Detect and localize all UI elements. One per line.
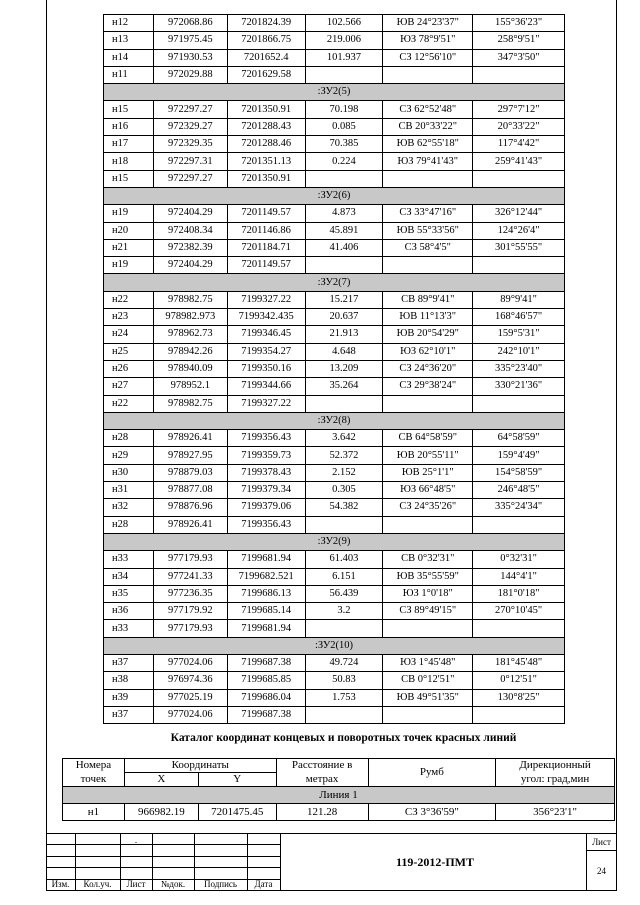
cell-x: 966982.19 [124,804,198,821]
cell-angle: 124°26'4" [473,222,565,239]
cell-y: 7199685.14 [227,603,305,620]
cell-y: 7199359.73 [227,447,305,464]
stamp-label-izm: Изм. [51,879,70,889]
cell-x: 971930.53 [153,49,227,66]
cell-angle: 154°58'59" [473,464,565,481]
stamp-dot: . [134,835,138,845]
cell-rumb: ЮВ 49°51'35" [383,689,473,706]
cell-x: 972068.86 [153,15,227,32]
section-label: :ЗУ2(10) [104,637,565,654]
cell-point: н14 [104,49,154,66]
table-row [104,15,565,32]
table-row [104,430,565,447]
cell-rumb: ЮВ 25°1'1" [383,464,473,481]
cell-point: н23 [104,309,154,326]
cell-x: 977236.35 [153,585,227,602]
cell-distance: 3.642 [305,430,383,447]
cell-x: 972329.27 [153,118,227,135]
cell-angle: 356°23'1" [496,804,615,821]
stamp-label-date: Дата [254,879,273,889]
cell-y: 7199327.22 [227,291,305,308]
cell-angle [473,516,565,533]
cell-angle [473,66,565,83]
section-label: :ЗУ2(7) [104,274,565,291]
cell-x: 976974.36 [153,672,227,689]
cell-distance [305,66,383,83]
table-row [104,482,565,499]
header-points-2: точек [63,773,125,787]
cell-angle: 335°24'34" [473,499,565,516]
cell-x: 977025.19 [153,689,227,706]
stamp-label-doc: №док. [160,879,186,889]
cell-distance: 2.152 [305,464,383,481]
cell-x: 977024.06 [153,706,227,723]
cell-angle [473,257,565,274]
cell-x: 972408.34 [153,222,227,239]
cell-point: н18 [104,153,154,170]
stamp-label-list: Лист [126,879,146,889]
cell-point: н22 [104,395,154,412]
header-angle-2: угол: град,мин [496,773,615,787]
cell-rumb: ЮВ 35°55'59" [383,568,473,585]
cell-y: 7199346.45 [227,326,305,343]
cell-y: 7199681.94 [227,620,305,637]
table-row [104,118,565,135]
header-distance: Расстояние в [276,759,368,773]
cell-y: 7199378.43 [227,464,305,481]
cell-x: 978952.1 [153,378,227,395]
cell-y: 7199685.85 [227,672,305,689]
cell-y: 7201149.57 [227,205,305,222]
cell-point: н39 [104,689,154,706]
table-row [104,360,565,377]
cell-x: 977024.06 [153,654,227,671]
table-row [104,672,565,689]
cell-angle: 159°4'49" [473,447,565,464]
cell-angle: 155°36'23" [473,15,565,32]
cell-angle: 181°0'18" [473,585,565,602]
cell-distance: 121.28 [276,804,368,821]
cell-distance: 0.305 [305,482,383,499]
cell-point: н34 [104,568,154,585]
red-lines-catalog-table [62,758,615,821]
stamp-label-kol: Кол.уч. [83,879,112,889]
section-label: :ЗУ2(9) [104,533,565,550]
cell-rumb [383,395,473,412]
cell-angle: 159°5'31" [473,326,565,343]
table-row [104,309,565,326]
cell-rumb: ЮЗ 79°41'43" [383,153,473,170]
cell-distance: 41.406 [305,239,383,256]
cell-y: 7201146.86 [227,222,305,239]
cell-angle: 0°32'31" [473,551,565,568]
cell-y: 7201350.91 [227,101,305,118]
table-row [104,620,565,637]
cell-y: 7201475.45 [198,804,276,821]
cell-distance: 50.83 [305,672,383,689]
cell-angle [473,620,565,637]
cell-angle [473,170,565,187]
cell-point: н12 [104,15,154,32]
cell-point: н29 [104,447,154,464]
cell-y: 7199686.13 [227,585,305,602]
cell-y: 7201350.91 [227,170,305,187]
cell-distance: 61.403 [305,551,383,568]
header-angle: Дирекционный [496,759,615,773]
cell-x: 972297.27 [153,101,227,118]
section-label: :ЗУ2(5) [104,84,565,101]
cell-distance: 4.648 [305,343,383,360]
cell-y: 7199354.27 [227,343,305,360]
cell-distance: 21.913 [305,326,383,343]
cell-angle: 89°9'41" [473,291,565,308]
cell-point: н27 [104,378,154,395]
stamp-label-sign: Подпись [203,879,238,889]
header-points: Номера [63,759,125,773]
cell-y: 7199327.22 [227,395,305,412]
table-row [104,395,565,412]
cell-x: 977241.33 [153,568,227,585]
cell-x: 978926.41 [153,516,227,533]
table-row [104,101,565,118]
cell-rumb: СЗ 58°4'5" [383,239,473,256]
section-header-row [104,637,565,654]
cell-point: н17 [104,136,154,153]
cell-y: 7199379.34 [227,482,305,499]
cell-point: н26 [104,360,154,377]
cell-angle: 270°10'45" [473,603,565,620]
table-row [104,291,565,308]
cell-rumb: СВ 0°32'31" [383,551,473,568]
cell-angle: 181°45'48" [473,654,565,671]
cell-angle: 130°8'25" [473,689,565,706]
cell-x: 972029.88 [153,66,227,83]
cell-rumb [383,516,473,533]
cell-rumb [383,706,473,723]
cell-x: 978877.08 [153,482,227,499]
table-row [104,689,565,706]
table-row [104,551,565,568]
cell-angle: 20°33'22" [473,118,565,135]
cell-rumb: ЮВ 24°23'37" [383,15,473,32]
table-row [104,568,565,585]
cell-x: 972297.31 [153,153,227,170]
cell-distance: 6.151 [305,568,383,585]
cell-rumb: ЮВ 20°54'29" [383,326,473,343]
cell-x: 977179.93 [153,620,227,637]
cell-point: н19 [104,257,154,274]
cell-rumb: СВ 20°33'22" [383,118,473,135]
table-row [104,447,565,464]
cell-distance: 102.566 [305,15,383,32]
header-y: Y [198,773,276,787]
cell-distance [305,516,383,533]
table-row [104,499,565,516]
cell-rumb: ЮЗ 66°48'5" [383,482,473,499]
section-label: :ЗУ2(8) [104,412,565,429]
table-row [104,136,565,153]
cell-x: 978927.95 [153,447,227,464]
cell-distance: 54.382 [305,499,383,516]
table-row [104,222,565,239]
cell-point: н24 [104,326,154,343]
cell-x: 978940.09 [153,360,227,377]
cell-point: н38 [104,672,154,689]
cell-rumb: ЮВ 20°55'11" [383,447,473,464]
section-label: :ЗУ2(6) [104,187,565,204]
cell-point: н22 [104,291,154,308]
cell-distance: 49.724 [305,654,383,671]
cell-point: н30 [104,464,154,481]
cell-point: н21 [104,239,154,256]
section-header-row [104,533,565,550]
cell-y: 7199356.43 [227,430,305,447]
cell-rumb: ЮЗ 1°0'18" [383,585,473,602]
cell-y: 7201149.57 [227,257,305,274]
cell-x: 977179.92 [153,603,227,620]
cell-y: 7199681.94 [227,551,305,568]
table-row [104,32,565,49]
section-header-row [104,274,565,291]
table-row [104,603,565,620]
cell-distance: 15.217 [305,291,383,308]
cell-point: н32 [104,499,154,516]
table-row [104,205,565,222]
cell-rumb: ЮЗ 62°10'1" [383,343,473,360]
cell-point: н25 [104,343,154,360]
cell-point: н31 [104,482,154,499]
cell-rumb: СЗ 3°36'59" [368,804,496,821]
sheet-number: 24 [597,866,606,876]
table-row [104,66,565,83]
cell-y: 7201824.39 [227,15,305,32]
cell-angle: 144°4'1" [473,568,565,585]
cell-x: 978876.96 [153,499,227,516]
sheet-label: Лист [592,837,611,847]
cell-rumb [383,66,473,83]
cell-y: 7199344.66 [227,378,305,395]
cell-point: н13 [104,32,154,49]
header-distance-2: метрах [276,773,368,787]
cell-rumb: СВ 89°9'41" [383,291,473,308]
cell-x: 972404.29 [153,257,227,274]
cell-distance: 101.937 [305,49,383,66]
cell-y: 7201351.13 [227,153,305,170]
cell-x: 978879.03 [153,464,227,481]
table-row [63,804,615,821]
cell-angle: 297°7'12" [473,101,565,118]
cell-x: 978926.41 [153,430,227,447]
cell-y: 7199687.38 [227,654,305,671]
cell-point: н15 [104,170,154,187]
cell-point: н16 [104,118,154,135]
cell-y: 7199682.521 [227,568,305,585]
table-row [104,49,565,66]
cell-angle: 168°46'57" [473,309,565,326]
table-row [104,343,565,360]
table-row [104,706,565,723]
cell-x: 978962.73 [153,326,227,343]
cell-point: н37 [104,706,154,723]
coordinates-table [103,14,565,724]
cell-y: 7201288.46 [227,136,305,153]
cell-distance: 4.873 [305,205,383,222]
cell-x: 972329.35 [153,136,227,153]
section-header-row [104,187,565,204]
cell-y: 7201184.71 [227,239,305,256]
table-row [104,464,565,481]
cell-rumb: ЮЗ 78°9'51" [383,32,473,49]
cell-distance: 219.006 [305,32,383,49]
cell-angle: 326°12'44" [473,205,565,222]
cell-angle [473,395,565,412]
cell-distance: 45.891 [305,222,383,239]
cell-distance: 56.439 [305,585,383,602]
table-row [104,170,565,187]
cell-distance [305,395,383,412]
cell-distance: 20.637 [305,309,383,326]
cell-x: 978982.973 [153,309,227,326]
table-row [104,257,565,274]
cell-rumb: СЗ 29°38'24" [383,378,473,395]
cell-point: н15 [104,101,154,118]
cell-distance: 70.198 [305,101,383,118]
cell-distance: 35.264 [305,378,383,395]
cell-rumb [383,620,473,637]
cell-distance: 70.385 [305,136,383,153]
cell-angle: 246°48'5" [473,482,565,499]
table-row [104,239,565,256]
cell-distance: 13.209 [305,360,383,377]
cell-point: н33 [104,551,154,568]
cell-point: н35 [104,585,154,602]
cell-angle: 347°3'50" [473,49,565,66]
cell-distance: 0.085 [305,118,383,135]
table-row [104,378,565,395]
cell-rumb: СЗ 24°35'26" [383,499,473,516]
header-coords: Координаты [124,759,276,773]
header-x: X [124,773,198,787]
cell-distance [305,620,383,637]
cell-point: н19 [104,205,154,222]
table-row [104,585,565,602]
cell-y: 7199342.435 [227,309,305,326]
cell-x: 977179.93 [153,551,227,568]
cell-rumb: СВ 64°58'59" [383,430,473,447]
cell-rumb: ЮВ 55°33'56" [383,222,473,239]
cell-y: 7199350.16 [227,360,305,377]
cell-x: 978982.75 [153,395,227,412]
cell-rumb: СЗ 12°56'10" [383,49,473,66]
cell-rumb: ЮВ 62°55'18" [383,136,473,153]
cell-angle [473,706,565,723]
cell-angle: 301°55'55" [473,239,565,256]
cell-rumb: ЮВ 11°13'3" [383,309,473,326]
cell-angle: 259°41'43" [473,153,565,170]
cell-distance: 0.224 [305,153,383,170]
table-row [104,516,565,533]
section-header: Линия 1 [63,787,615,804]
cell-y: 7201629.58 [227,66,305,83]
cell-x: 972297.27 [153,170,227,187]
cell-distance: 3.2 [305,603,383,620]
cell-angle: 64°58'59" [473,430,565,447]
cell-distance: 1.753 [305,689,383,706]
cell-rumb: СЗ 33°47'16" [383,205,473,222]
cell-y: 7199356.43 [227,516,305,533]
cell-x: 978942.26 [153,343,227,360]
cell-point: н11 [104,66,154,83]
catalog-title: Каталог координат концевых и поворотных точек красных линий [170,732,517,744]
cell-point: н20 [104,222,154,239]
cell-angle: 242°10'1" [473,343,565,360]
cell-rumb [383,257,473,274]
cell-angle: 0°12'51" [473,672,565,689]
cell-x: 971975.45 [153,32,227,49]
cell-rumb: СЗ 89°49'15" [383,603,473,620]
table-row [104,654,565,671]
cell-y: 7199687.38 [227,706,305,723]
table-row [104,326,565,343]
cell-point: н1 [63,804,125,821]
cell-angle: 258°9'51" [473,32,565,49]
table-row [104,153,565,170]
cell-angle: 117°4'42" [473,136,565,153]
cell-point: н36 [104,603,154,620]
header-rumb: Румб [368,759,496,787]
cell-point: н28 [104,430,154,447]
cell-rumb: ЮЗ 1°45'48" [383,654,473,671]
cell-x: 978982.75 [153,291,227,308]
cell-x: 972404.29 [153,205,227,222]
cell-rumb: СЗ 62°52'48" [383,101,473,118]
cell-rumb [383,170,473,187]
cell-point: н28 [104,516,154,533]
document-number: 119-2012-ПМТ [396,855,474,869]
cell-rumb: СЗ 24°36'20" [383,360,473,377]
cell-x: 972382.39 [153,239,227,256]
cell-angle: 335°23'40" [473,360,565,377]
cell-distance [305,170,383,187]
cell-distance: 52.372 [305,447,383,464]
cell-angle: 330°21'36" [473,378,565,395]
cell-y: 7201866.75 [227,32,305,49]
cell-y: 7201288.43 [227,118,305,135]
cell-y: 7199686.04 [227,689,305,706]
cell-y: 7199379.06 [227,499,305,516]
cell-distance [305,257,383,274]
cell-point: н33 [104,620,154,637]
cell-rumb: СВ 0°12'51" [383,672,473,689]
cell-y: 7201652.4 [227,49,305,66]
cell-distance [305,706,383,723]
section-header-row [104,412,565,429]
section-header-row [104,84,565,101]
cell-point: н37 [104,654,154,671]
